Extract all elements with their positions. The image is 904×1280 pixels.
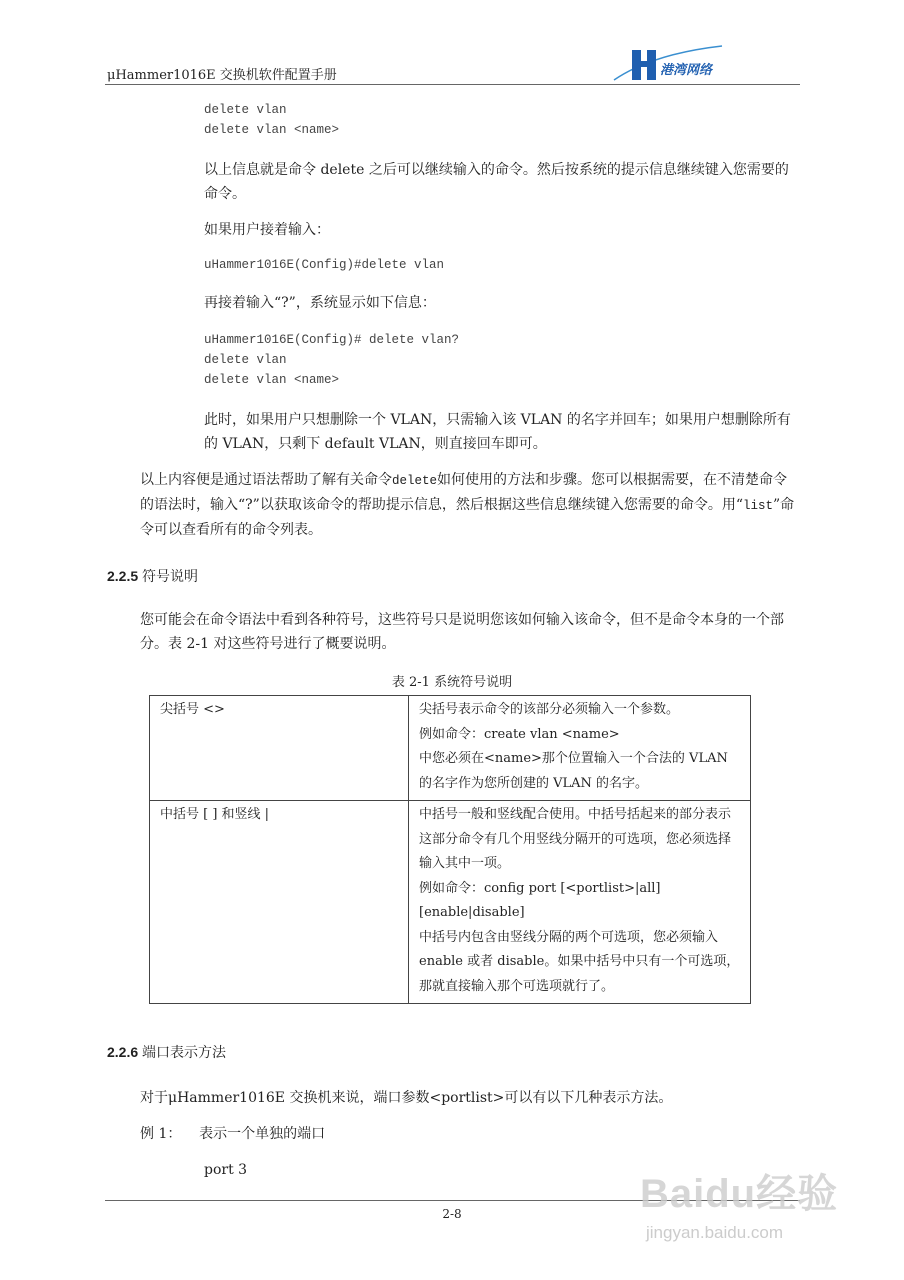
symbol-table [149,695,751,1004]
watermark-brand: Baidu经验 [640,1172,839,1216]
paragraph: 再接着输入“?”，系统显示如下信息： [204,295,436,311]
paragraph: 此时，如果用户只想删除一个 VLAN，只需输入该 VLAN 的名字并回车；如果用户想删除所有的 VLAN，只剩下 default VLAN，则直接回车即可。 [204,412,791,452]
paragraph: 您可能会在命令语法中看到各种符号，这些符号只是说明您该如何输入该命令，但不是命令本身的一个部分。表 2-1 对这些符号进行了概要说明。 [140,612,784,652]
cell-text: 中括号一般和竖线配合使用。中括号括起来的部分表示这部分命令有几个用竖线分隔开的可选项，您必须选择输入其中一项。 [419,807,732,871]
cell-text: 中您必须在<name>那个位置输入一个合法的 VLAN 的名字作为您所创建的 VLAN 的名字。 [419,751,728,791]
code-line: delete vlan <name> [204,123,340,137]
code-line: uHammer1016E(Config)# delete vlan? [204,333,460,347]
paragraph: 以上信息就是命令 delete 之后可以继续输入的命令。然后按系统的提示信息继续键入您需要的命令。 [204,162,789,202]
paragraph: 对于μHammer1016E 交换机来说，端口参数<portlist>可以有以下几种表示方法。 [140,1090,673,1106]
table-cell: 尖括号 <> [150,696,409,801]
code-line: delete vlan [204,353,287,367]
text: ”命令可以查看所有的命令列表。 [140,497,795,538]
paragraph [140,468,800,542]
table-row [150,696,751,801]
cell-text: 例如命令：create vlan <name> [419,726,620,742]
section-title: 符号说明 [142,569,199,585]
paragraph: 如果用户接着输入： [204,222,330,238]
code-block [204,330,800,390]
table-caption: 表 2-1 系统符号说明 [391,675,513,690]
section-heading-2-2-5 [107,566,198,586]
page-number: 2-8 [442,1207,462,1221]
table-cell [409,801,751,1004]
baidu-watermark [640,1140,860,1280]
company-logo [612,44,742,82]
svg-text:港湾网络: 港湾网络 [660,63,713,78]
inline-code: list [742,499,773,513]
example-code: port 3 [204,1162,248,1178]
code-block [204,100,800,140]
code-line: uHammer1016E(Config)#delete vlan [204,258,445,272]
example-label: 例 1： [140,1126,182,1142]
text: 如何使用的方法和步骤。您可以根据需要，在不清楚命令的语法时，输入“?”以获取该命令的帮助提示信息，然后根据这些信息继续键入您需要的命令。用“ [140,472,788,513]
code-line: delete vlan [204,103,287,117]
header-title: μHammer1016E 交换机软件配置手册 [107,68,337,83]
example-text: 表示一个单独的端口 [199,1126,326,1142]
table-row [150,801,751,1004]
section-title: 端口表示方法 [142,1045,227,1061]
header-divider [105,84,800,85]
section-heading-2-2-6 [107,1042,226,1062]
inline-code: delete [392,474,438,488]
table-cell [409,696,751,801]
watermark-url: jingyan.baidu.com [646,1223,784,1242]
code-line: delete vlan <name> [204,373,340,387]
cell-text: 例如命令：config port [<portlist>|all] [enable|disable] [419,880,661,920]
section-number: 2.2.6 [107,1044,139,1060]
cell-text: 尖括号表示命令的该部分必须输入一个参数。 [419,702,680,717]
section-number: 2.2.5 [107,568,139,584]
text: 以上内容便是通过语法帮助了解有关命令 [140,472,392,488]
table-cell: 中括号 [ ] 和竖线 | [150,801,409,1004]
cell-text: 中括号内包含由竖线分隔的两个可选项，您必须输入 enable 或者 disable。如果中括号中只有一个可选项，那就直接输入那个可选项就行了。 [419,929,740,994]
